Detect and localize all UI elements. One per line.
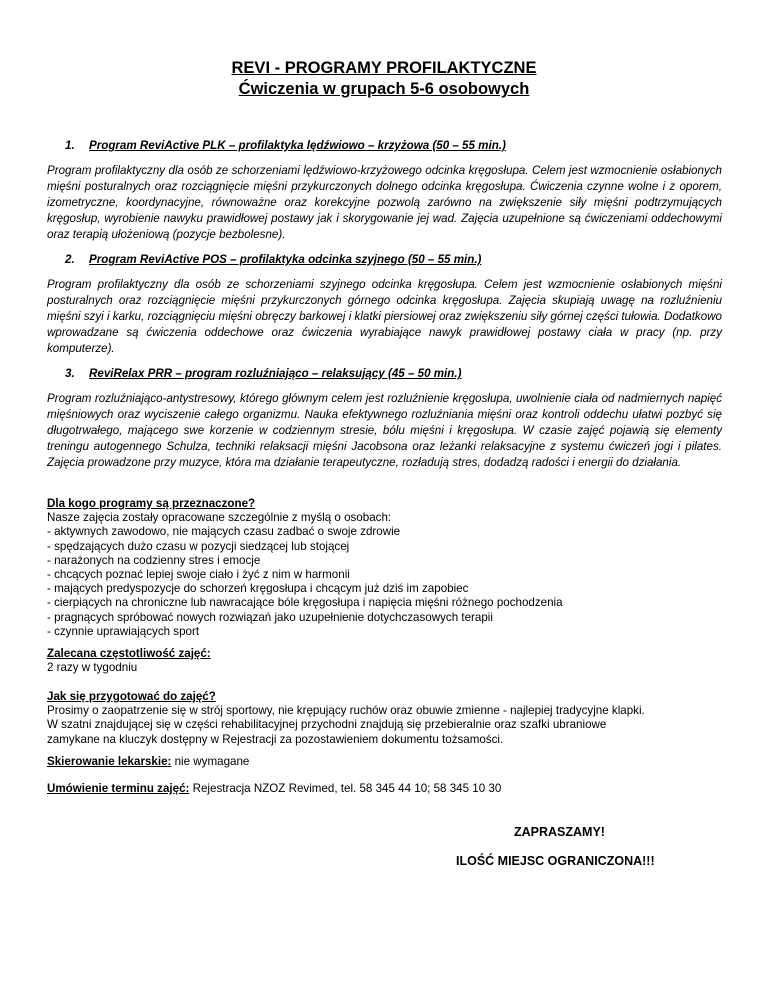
program-3-description: Program rozluźniająco-antystresowy, którego głównym celem jest rozluźnienie kręgosłupa, uwolnienie ciała od nadmiernych napięć mięśniowych oraz wyciszenie całego organizmu. Nauka efektywnego rozluźniania mięśni oraz kontroli oddechu ułatwi pozbyć się długotrwałego, mającego swe korzenie w codziennym stresie, bólu mięśni i kręgosłupa. W czasie zajęć pojawią się elementy treningu autogennego Schulza, techniki relaksacji mięśni Jacobsona oraz leżanki relaksacyjne z systemu ćwiczeń jogi i pilates. Zajęcia prowadzone przy muzyce, która ma działanie terapeutyczne, rozładują stres, dodadzą radości i energii do działania. xyxy=(47,392,722,469)
booking-value: Rejestracja NZOZ Revimed, tel. 58 345 44 10; 58 345 10 30 xyxy=(189,782,502,795)
preparation-line: W szatni znajdującej się w części rehabilitacyjnej przychodni znajdują się przebieralnie oraz szafki ubraniowe xyxy=(47,718,607,732)
program-1-title: Program ReviActive PLK – profilaktyka lędźwiowo – krzyżowa (50 – 55 min.) xyxy=(89,139,506,152)
program-1-heading xyxy=(65,139,506,152)
referral-section xyxy=(47,755,737,769)
referral-heading: Skierowanie lekarskie: xyxy=(47,755,172,768)
frequency-section xyxy=(47,647,737,675)
audience-item: - aktywnych zawodowo, nie mających czasu zadbać o swoje zdrowie xyxy=(47,525,401,539)
preparation-section xyxy=(47,690,737,747)
program-1-description: Program profilaktyczny dla osób ze schorzeniami lędźwiowo-krzyżowego odcinka kręgosłupa. Celem jest wzmocnienie osłabionych mięśni posturalnych oraz rozciągnięcie mięśni przykurczonych dolnego odcinka kręgosłupa. Ćwiczenia czynne wolne i z oporem, izometryczne, koordynacyjne, równoważne oraz korekcyjne pozwolą zarówno na zwiększenie siły mięśni podtrzymujących kręgosłup, wyrobienie nawyku prawidłowej postawy jak i skorygowanie jej wad. Zajęcia uzupełnione są ćwiczeniami oddechowymi oraz terapią ułożeniową (pozycje bezbolesne). xyxy=(47,164,722,241)
frequency-value: 2 razy w tygodniu xyxy=(47,661,138,675)
audience-item: - czynnie uprawiających sport xyxy=(47,624,200,638)
audience-item: - narażonych na codzienny stres i emocje xyxy=(47,553,261,567)
program-1-number: 1. xyxy=(65,139,75,152)
audience-item: - mających predyspozycje do schorzeń kręgosłupa i chcącym już dziś im zapobiec xyxy=(47,582,469,596)
program-2-title: Program ReviActive POS – profilaktyka odcinka szyjnego (50 – 55 min.) xyxy=(89,253,482,266)
program-3-title: ReviRelax PRR – program rozluźniająco – relaksujący (45 – 50 min.) xyxy=(89,367,462,380)
audience-item: - pragnących spróbować nowych rozwiązań jako uzupełnienie dotychczasowych terapii xyxy=(47,610,493,624)
program-3-heading xyxy=(65,367,461,380)
audience-item: - spędzających dużo czasu w pozycji siedzącej lub stojącej xyxy=(47,539,350,553)
program-2-description: Program profilaktyczny dla osób ze schorzeniami szyjnego odcinka kręgosłupa. Celem jest wzmocnienie osłabionych mięśni posturalnych oraz rozciągnięcie mięśni przykurczonych górnego odcinka kręgosłupa. Zajęcia skupiają uwagę na rozluźnieniu mięśni szyi i karku, rozciągnięciu mięśni obręczy barkowej i klatki piersiowej oraz zwiększeniu siły górnej części tułowia. Dodatkowo wprowadzane są ćwiczenia oddechowe oraz ćwiczenia wyrabiające nawyk prawidłowej postawy ciała w pracy (np. przy komputerze). xyxy=(47,278,722,355)
program-3-number: 3. xyxy=(65,367,75,380)
audience-intro: Nasze zajęcia zostały opracowane szczególnie z myślą o osobach: xyxy=(47,511,392,525)
frequency-heading: Zalecana częstotliwość zajęć: xyxy=(47,647,211,660)
booking-section xyxy=(47,782,737,796)
audience-heading: Dla kogo programy są przeznaczone? xyxy=(47,497,256,510)
audience-item: - cierpiących na chroniczne lub nawracające bóle kręgosłupa i napięcia mięśni różnego pochodzenia xyxy=(47,596,563,610)
preparation-line: Prosimy o zaopatrzenie się w strój sportowy, nie krępujący ruchów oraz obuwie zmienne - najlepiej tradycyjne klapki. xyxy=(47,704,645,718)
limited-places-text: ILOŚĆ MIEJSC OGRANICZONA!!! xyxy=(456,854,655,868)
program-2-heading xyxy=(65,253,481,266)
audience-item: - chcących poznać lepiej swoje ciało i żyć z nim w harmonii xyxy=(47,568,350,582)
booking-heading: Umówienie terminu zajęć: xyxy=(47,782,190,795)
page-title: REVI - PROGRAMY PROFILAKTYCZNE xyxy=(231,59,537,77)
preparation-line: zamykane na kluczyk dostępny w Rejestracji za pozostawieniem dokumentu tożsamości. xyxy=(47,732,504,746)
invite-text: ZAPRASZAMY! xyxy=(514,825,605,839)
preparation-heading: Jak się przygotować do zajęć? xyxy=(47,690,216,703)
audience-section xyxy=(47,497,737,639)
referral-value: nie wymagane xyxy=(171,755,250,768)
page-subtitle: Ćwiczenia w grupach 5-6 osobowych xyxy=(238,80,530,98)
program-2-number: 2. xyxy=(65,253,75,266)
